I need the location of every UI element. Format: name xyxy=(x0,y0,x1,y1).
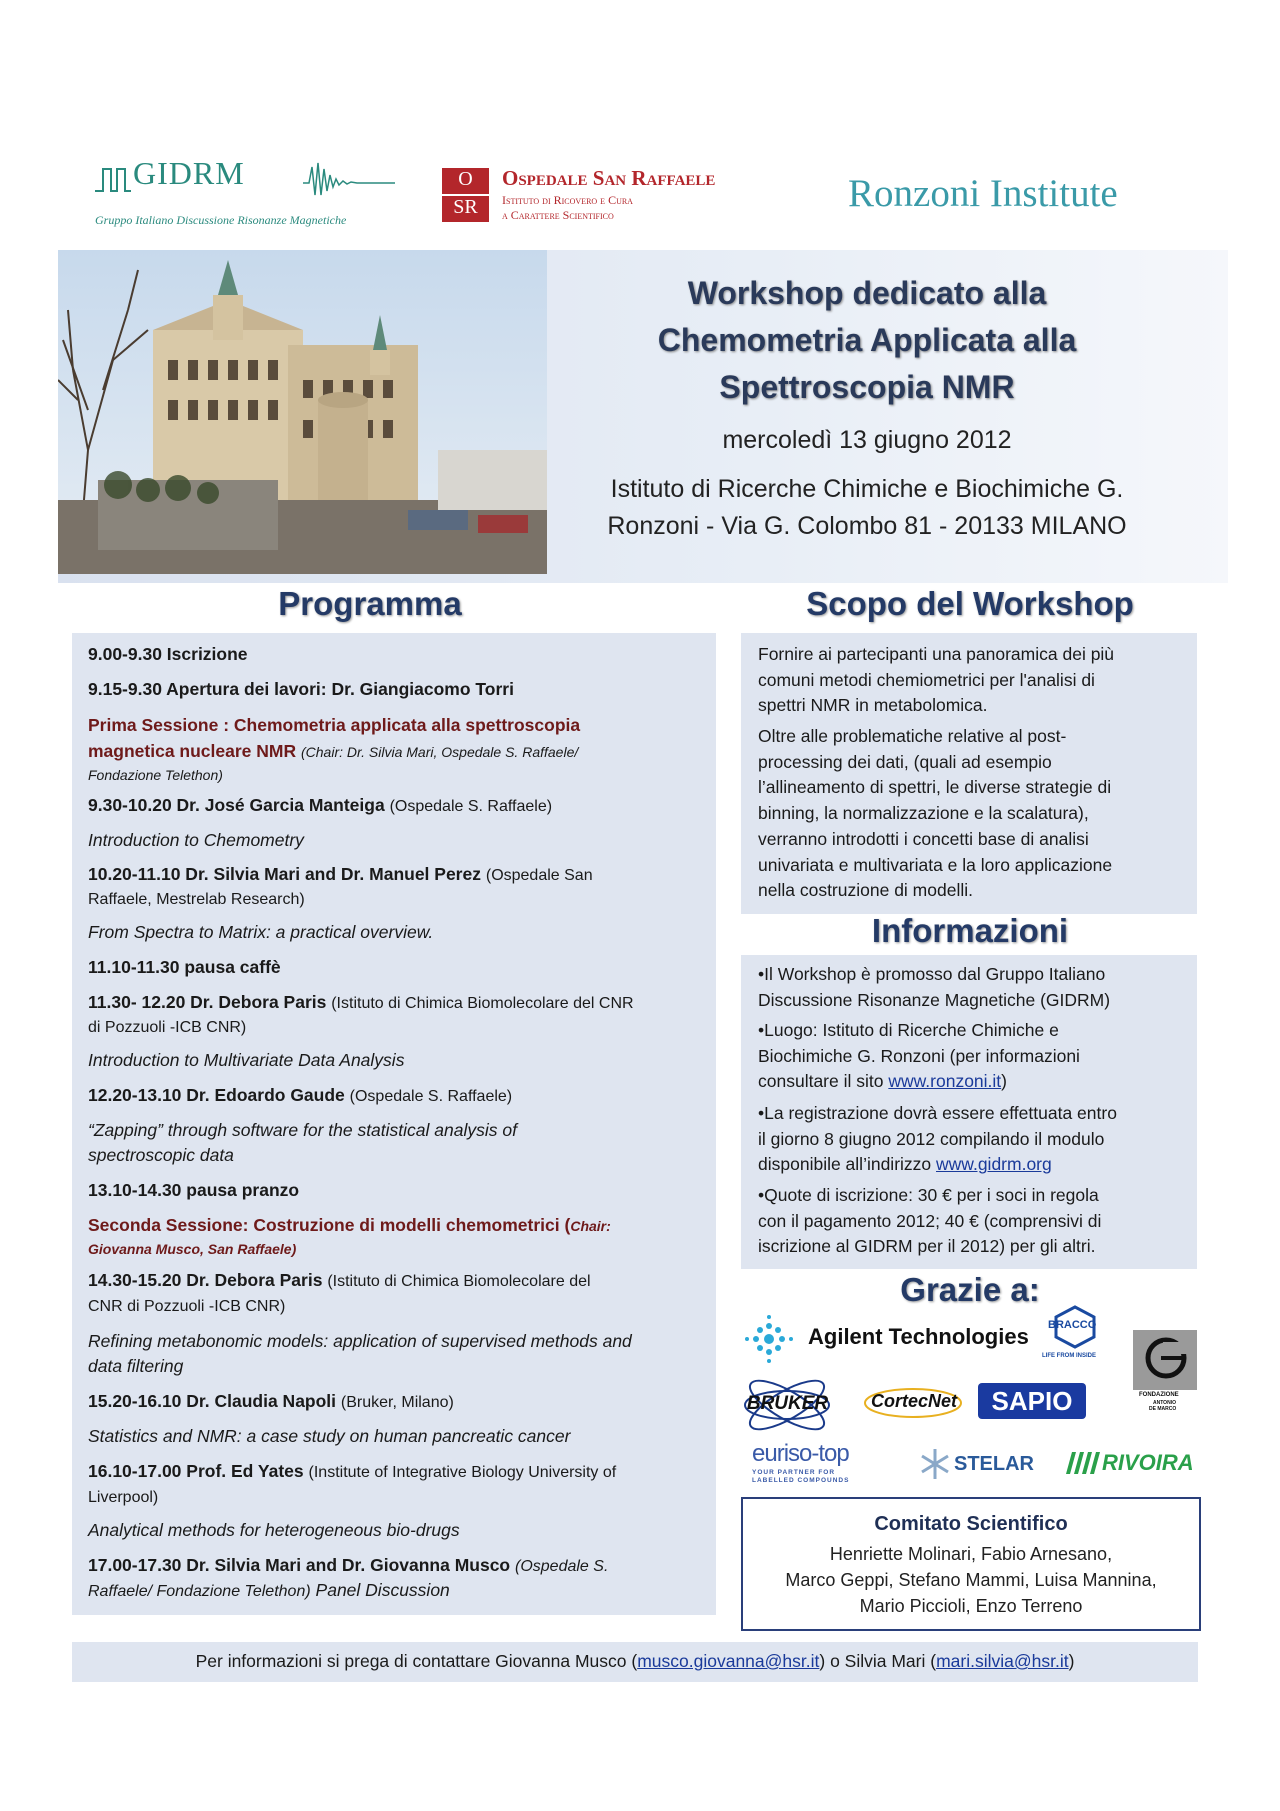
session-title: Prima Sessione : Chemometria applicata alla spettroscopia xyxy=(88,715,581,735)
program-item: 13.10-14.30 pausa pranzo xyxy=(88,1180,300,1200)
session-chair-cont: Giovanna Musco, San Raffaele) xyxy=(88,1241,297,1257)
program-time-speaker: 15.20-16.10 Dr. Claudia Napoli xyxy=(88,1391,337,1411)
program-talk-title: Refining metabonomic models: application of supervised methods and xyxy=(88,1331,632,1351)
program-time-speaker: 9.30-10.20 Dr. José Garcia Manteiga xyxy=(88,795,385,815)
info-line: •La registrazione dovrà essere effettuata entro xyxy=(758,1103,1117,1123)
programma-heading: Programma xyxy=(278,585,462,622)
workshop-title-line-2: Chemometria Applicata alla xyxy=(657,322,1077,358)
gidrm-logo xyxy=(95,155,395,235)
program-affiliation-cont: CNR di Pozzuoli -ICB CNR) xyxy=(88,1298,286,1315)
rivoira-logo xyxy=(1066,1448,1206,1478)
agilent-logo xyxy=(742,1310,1027,1368)
agilent-spark-icon xyxy=(744,1314,794,1364)
info-line: con il pagamento 2012; 40 € (comprensivi di xyxy=(758,1210,1102,1231)
fondazione-de-marco-logo xyxy=(1133,1330,1197,1410)
session-chair-cont: Fondazione Telethon) xyxy=(88,767,223,783)
informazioni-heading: Informazioni xyxy=(871,912,1069,949)
program-affiliation: (Ospedale San xyxy=(485,867,593,884)
program-talk-title-cont: spectroscopic data xyxy=(88,1145,234,1165)
program-talk-title-cont: data filtering xyxy=(88,1356,184,1376)
fondazione-name: FONDAZIONE xyxy=(1139,1392,1179,1398)
contact-text-part: Per informazioni si prega di contattare Giovanna Musco ( xyxy=(195,1651,638,1671)
program-talk-title: Introduction to Chemometry xyxy=(88,830,304,850)
program-talk-title: Panel Discussion xyxy=(315,1580,450,1600)
comitato-members-line: Henriette Molinari, Fabio Arnesano, xyxy=(829,1544,1113,1564)
info-line: iscrizione al GIDRM per il 2012) per gli altri. xyxy=(758,1236,1096,1257)
program-talk-title: “Zapping” through software for the statistical analysis of xyxy=(88,1120,517,1140)
rivoira-stripes-icon xyxy=(1066,1452,1102,1474)
scopo-line: nella costruzione di modelli. xyxy=(758,880,973,901)
session-chair: Chair: xyxy=(570,1218,611,1234)
session-chair: (Chair: Dr. Silvia Mari, Ospedale S. Raffaele/ xyxy=(301,744,579,760)
bracco-name: BRACCO xyxy=(1048,1319,1097,1331)
info-line-text: consultare il sito xyxy=(758,1071,889,1092)
eurisotop-tagline-1: YOUR PARTNER FOR xyxy=(752,1469,836,1476)
info-line xyxy=(758,1069,1180,1095)
program-affiliation-cont: Liverpool) xyxy=(88,1489,159,1506)
program-affiliation: (Ospedale S. Raffaele) xyxy=(389,798,553,815)
workshop-venue-line-2: Ronzoni - Via G. Colombo 81 - 20133 MILANO xyxy=(607,512,1127,540)
scopo-paragraph-1 xyxy=(758,642,1180,719)
info-line: •Luogo: Istituto di Ricerche Chimiche e xyxy=(758,1020,1059,1040)
session-title-part: magnetica nucleare NMR xyxy=(88,741,297,761)
info-line: Discussione Risonanze Magnetiche (GIDRM) xyxy=(758,989,1111,1010)
program-time-speaker: 10.20-11.10 Dr. Silvia Mari and Dr. Manuel Perez xyxy=(88,864,481,884)
eurisotop-name: euriso-top xyxy=(752,1440,849,1467)
info-item-registration xyxy=(758,1101,1180,1178)
scopo-heading: Scopo del Workshop xyxy=(806,585,1134,622)
bracco-tagline: LIFE FROM INSIDE xyxy=(1042,1353,1096,1359)
program-affiliation: (Istituto di Chimica Biomolecolare del xyxy=(327,1273,591,1290)
osr-mark-bottom: SR xyxy=(453,196,478,218)
info-line xyxy=(758,1152,1180,1178)
scopo-line: processing dei dati, (quali ad esempio xyxy=(758,751,1052,772)
osr-name: Ospedale San Raffaele xyxy=(502,166,716,190)
cortecnet-logo xyxy=(863,1385,963,1421)
info-item-promotion xyxy=(758,962,1180,1013)
program-talk-title: Analytical methods for heterogeneous bio-drugs xyxy=(88,1520,460,1540)
program-item xyxy=(88,793,708,819)
stelar-snowflake-icon xyxy=(918,1447,952,1481)
program-time-speaker: 14.30-15.20 Dr. Debora Paris xyxy=(88,1270,323,1290)
info-item-fees xyxy=(758,1183,1180,1260)
scopo-line: verranno introdotti i concetti base di analisi xyxy=(758,828,1089,849)
bruker-name: BRUKER xyxy=(746,1393,829,1414)
program-affiliation: (Institute of Integrative Biology University of xyxy=(308,1464,617,1481)
osr-subtitle-1: Istituto di Ricovero e Cura xyxy=(502,193,633,207)
program-affiliation-cont: Raffaele, Mestrelab Research) xyxy=(88,891,305,908)
info-line: •Il Workshop è promosso dal Gruppo Italiano xyxy=(758,964,1106,984)
bracco-logo xyxy=(1040,1305,1110,1370)
comitato-scientifico-box xyxy=(741,1497,1201,1631)
grazie-heading: Grazie a: xyxy=(900,1271,1040,1308)
program-affiliation-cont xyxy=(88,1578,708,1604)
mari-email-link[interactable]: mari.silvia@hsr.it xyxy=(936,1651,1069,1671)
osr-mark-top: O xyxy=(458,168,473,190)
stelar-logo xyxy=(918,1445,1038,1481)
fondazione-name-3: DE MARCO xyxy=(1149,1406,1177,1412)
sapio-logo xyxy=(978,1383,1086,1419)
info-line: •Quote di iscrizione: 30 € per i soci in regola xyxy=(758,1185,1099,1205)
program-item: 11.10-11.30 pausa caffè xyxy=(88,957,281,977)
osr-mark-icon xyxy=(442,168,489,222)
info-line-text: ) xyxy=(1001,1071,1007,1092)
contact-text xyxy=(72,1651,1198,1672)
program-item xyxy=(88,1268,708,1294)
contact-text-part: ) xyxy=(1068,1651,1075,1671)
program-item xyxy=(88,1459,708,1485)
program-affiliation-cont: di Pozzuoli -ICB CNR) xyxy=(88,1019,247,1036)
session-title-cont xyxy=(88,739,708,765)
building-photo xyxy=(58,250,547,574)
scopo-line: spettri NMR in metabolomica. xyxy=(758,695,988,716)
program-time-speaker: 11.30- 12.20 Dr. Debora Paris xyxy=(88,992,327,1012)
session-title xyxy=(88,1213,708,1239)
program-item xyxy=(88,1553,708,1579)
scopo-line: l’allineamento di spettri, le diverse strategie di xyxy=(758,777,1112,798)
musco-email-link[interactable]: musco.giovanna@hsr.it xyxy=(637,1651,820,1671)
program-affiliation: (Bruker, Milano) xyxy=(340,1394,454,1411)
program-item xyxy=(88,862,708,888)
contact-footer xyxy=(72,1642,1198,1682)
scopo-line: Fornire ai partecipanti una panoramica dei più xyxy=(758,644,1115,664)
program-affiliation: (Ospedale S. Raffaele) xyxy=(349,1088,513,1105)
fondazione-letter-icon xyxy=(1141,1334,1191,1386)
workshop-date: mercoledì 13 giugno 2012 xyxy=(722,426,1012,454)
gidrm-subtitle: Gruppo Italiano Discussione Risonanze Magnetiche xyxy=(95,213,347,227)
scopo-line: univariata e multivariata e la loro applicazione xyxy=(758,854,1113,875)
program-time-speaker: 12.20-13.10 Dr. Edoardo Gaude xyxy=(88,1085,345,1105)
workshop-title-line-1: Workshop dedicato alla xyxy=(687,275,1047,311)
program-item xyxy=(88,1389,708,1415)
session-title-part: Seconda Sessione: Costruzione di modelli chemometrici ( xyxy=(88,1215,571,1235)
scopo-paragraph-2 xyxy=(758,724,1180,904)
program-talk-title: Introduction to Multivariate Data Analysis xyxy=(88,1050,405,1070)
info-line: Biochimiche G. Ronzoni (per informazioni xyxy=(758,1045,1080,1066)
agilent-name: Agilent Technologies xyxy=(808,1324,1029,1349)
program-talk-title: Statistics and NMR: a case study on human pancreatic cancer xyxy=(88,1426,571,1446)
sapio-name: SAPIO xyxy=(991,1386,1073,1416)
fondazione-name-2: ANTONIO xyxy=(1153,1400,1176,1406)
scopo-line: comuni metodi chemiometrici per l'analisi di xyxy=(758,669,1095,690)
program-item xyxy=(88,1083,708,1109)
ronzoni-website-link[interactable]: www.ronzoni.it xyxy=(888,1071,1002,1092)
workshop-venue-line-1: Istituto di Ricerche Chimiche e Biochimiche G. xyxy=(610,475,1124,503)
program-talk-title: From Spectra to Matrix: a practical overview. xyxy=(88,922,434,942)
cortecnet-name: CortecNet xyxy=(871,1391,958,1411)
program-item: 9.15-9.30 Apertura dei lavori: Dr. Giangiacomo Torri xyxy=(88,679,514,699)
program-affiliation-part: Raffaele/ Fondazione Telethon) xyxy=(88,1583,311,1600)
program-item: 9.00-9.30 Iscrizione xyxy=(88,644,248,664)
gidrm-website-link[interactable]: www.gidrm.org xyxy=(936,1154,1052,1175)
workshop-title-line-3: Spettroscopia NMR xyxy=(719,369,1015,405)
contact-text-part: ) o Silvia Mari ( xyxy=(819,1651,937,1671)
osr-subtitle-2: a Carattere Scientifico xyxy=(502,208,614,222)
info-line-text: disponibile all’indirizzo xyxy=(758,1154,937,1175)
info-line: il giorno 8 giugno 2012 compilando il modulo xyxy=(758,1128,1105,1149)
comitato-members-line: Marco Geppi, Stefano Mammi, Luisa Mannina, xyxy=(785,1570,1157,1590)
program-time-speaker: 16.10-17.00 Prof. Ed Yates xyxy=(88,1461,304,1481)
program-affiliation: (Ospedale S. xyxy=(515,1558,609,1575)
program-item xyxy=(88,990,708,1016)
eurisotop-logo xyxy=(752,1440,882,1490)
bruker-logo xyxy=(740,1375,835,1435)
scopo-line: binning, la normalizzazione e la scalatura), xyxy=(758,803,1089,824)
info-item-location xyxy=(758,1018,1180,1095)
ronzoni-logo: Ronzoni Institute xyxy=(848,172,1118,215)
program-affiliation: (Istituto di Chimica Biomolecolare del CNR xyxy=(331,995,634,1012)
comitato-title: Comitato Scientifico xyxy=(874,1513,1068,1535)
gidrm-name: GIDRM xyxy=(133,155,245,191)
program-time-speaker: 17.00-17.30 Dr. Silvia Mari and Dr. Giovanna Musco xyxy=(88,1555,511,1575)
stelar-name: STELAR xyxy=(954,1453,1034,1475)
eurisotop-tagline-2: LABELLED COMPOUNDS xyxy=(752,1477,850,1484)
rivoira-name: RIVOIRA xyxy=(1102,1450,1194,1475)
comitato-members-line: Mario Piccioli, Enzo Terreno xyxy=(859,1596,1083,1616)
scopo-line: Oltre alle problematiche relative al post- xyxy=(758,726,1067,746)
